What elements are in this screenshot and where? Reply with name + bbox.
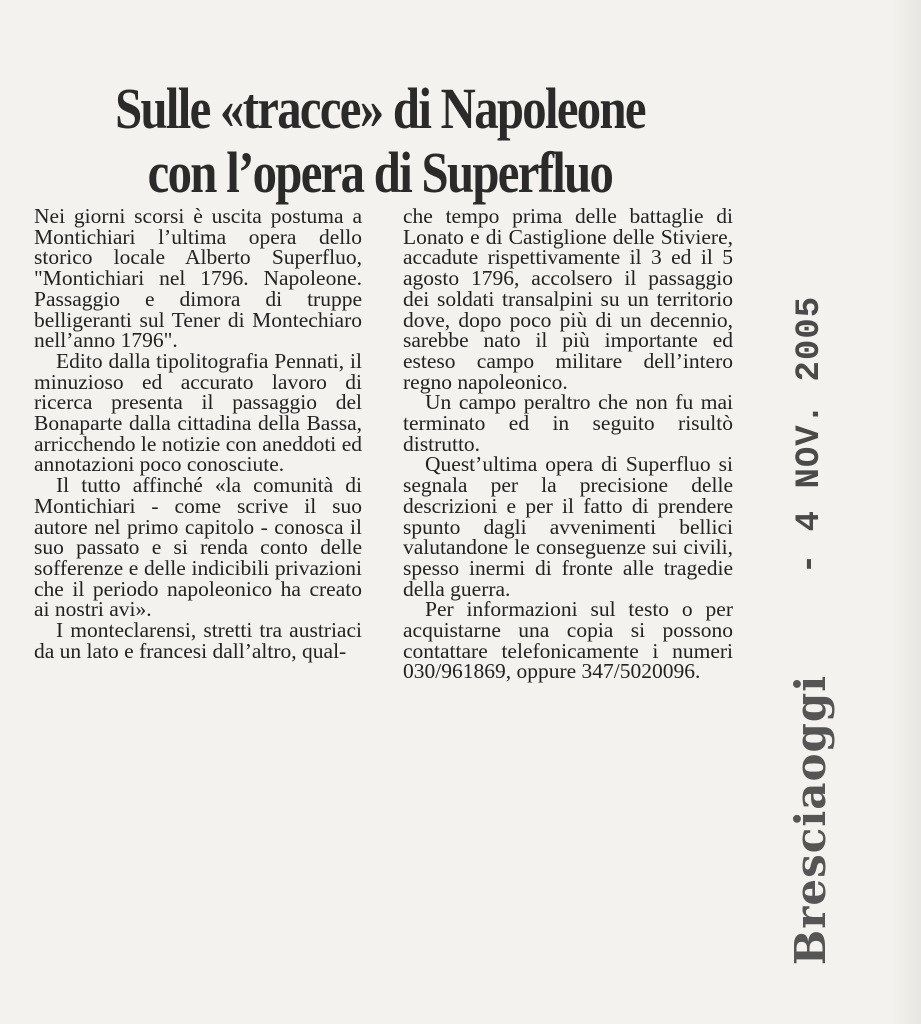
date-stamp-text: - 4 NOV. 2005 — [791, 295, 829, 575]
paragraph: Il tutto affinché «la comunità di Montichiari - come scrive il suo autore nel primo capitolo - conosca il suo passato e si renda conto delle sofferenze e delle indicibili privazioni che il periodo napoleonico ha creato ai nostri avi». — [34, 473, 362, 622]
paragraph: I monteclarensi, stretti tra austriaci da un lato e francesi dall’altro, qual- — [34, 618, 362, 663]
paragraph: Quest’ultima opera di Superfluo si segnala per la precisione delle descrizioni e per il fatto di prendere spunto dagli avvenimenti bellici valutandone le conseguenze sui civili, spesso inermi di fronte alle tragedie della guerra. — [403, 452, 733, 601]
newspaper-logo-text: Bresciaoggi — [785, 674, 835, 966]
scan-edge-shadow — [891, 0, 921, 1024]
paragraph: Nei giorni scorsi è uscita postuma a Montichiari l’ultima opera dello storico locale Alberto Superfluo, "Montichiari nel 1796. Napoleone. Passaggio e dimora di truppe belligeranti sul Tener di Montechiaro nell’anno 1796". — [34, 204, 362, 353]
paragraph: che tempo prima delle battaglie di Lonato e di Castiglione delle Stiviere, accadute rispettivamente il 3 ed il 5 agosto 1796, accolsero il passaggio dei soldati transalpini su un territorio dove, dopo poco più di un decennio, sarebbe nato il più importante ed esteso campo militare dell’intero regno napoleonico. — [403, 204, 733, 394]
article-column-right — [403, 206, 733, 682]
paragraph: Per informazioni sul testo o per acquistarne una copia si possono contattare telefonicamente i numeri 030/961869, oppure 347/5020096. — [403, 597, 733, 684]
newspaper-logo — [780, 674, 840, 966]
paragraph: Un campo peraltro che non fu mai terminato ed in seguito risultò distrutto. — [403, 390, 733, 456]
headline-line-2: con l’opera di Superfluo — [147, 139, 613, 205]
headline-line-1: Sulle «tracce» di Napoleone — [115, 75, 645, 141]
date-stamp — [770, 295, 850, 575]
headline — [20, 77, 740, 205]
article-column-left — [34, 206, 362, 661]
paragraph: Edito dalla tipolitografia Pennati, il minuzioso ed accurato lavoro di ricerca presenta il passaggio del Bonaparte dalla cittadina della Bassa, arricchendo le notizie con aneddoti ed annotazioni poco conosciute. — [34, 348, 362, 477]
